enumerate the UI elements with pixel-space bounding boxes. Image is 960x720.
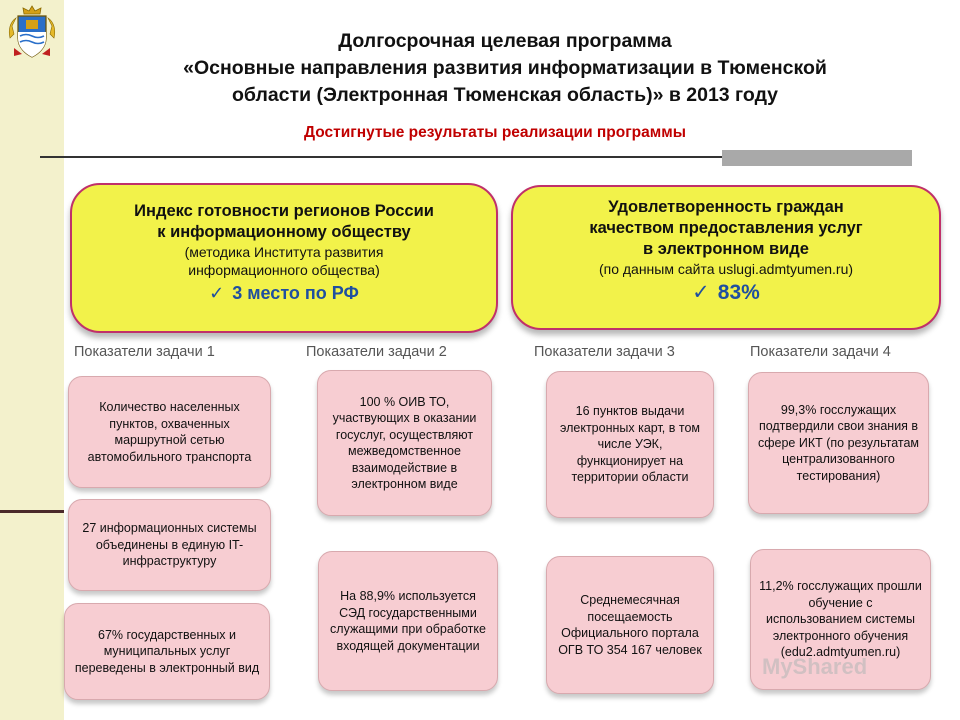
left-band-divider (0, 510, 64, 513)
highlight-heading: к информационному обществу (157, 223, 411, 241)
highlight-heading: качеством предоставления услуг (589, 219, 863, 237)
column-label-task-4: Показатели задачи 4 (750, 344, 891, 360)
header-divider-accent (722, 150, 912, 166)
page-subtitle: Достигнутые результаты реализации программы (304, 124, 686, 141)
coat-of-arms-icon (4, 4, 60, 60)
indicator-box: На 88,9% используется СЭД государственными служащими при обработке входящей документации (318, 551, 498, 691)
column-label-task-3: Показатели задачи 3 (534, 344, 675, 360)
highlight-heading: Индекс готовности регионов России (134, 202, 434, 220)
column-label-task-2: Показатели задачи 2 (306, 344, 447, 360)
page-title (70, 28, 940, 109)
highlight-note: информационного общества) (188, 262, 380, 278)
indicator-box: 16 пунктов выдачи электронных карт, в том числе УЭК, функционирует на территории области (546, 371, 714, 518)
highlight-result (72, 281, 496, 305)
check-icon: ✓ (209, 283, 225, 303)
highlight-note: (по данным сайта uslugi.admtyumen.ru) (598, 261, 854, 277)
indicator-box: 27 информационных системы объединены в единую IT-инфраструктуру (68, 499, 271, 591)
highlight-result-value: 3 место по РФ (232, 283, 359, 303)
indicator-box: 100 % ОИВ ТО, участвующих в оказании госуслуг, осуществляют межведомственное взаимодействие в электронном виде (317, 370, 492, 516)
highlight-result-value: 83% (717, 281, 760, 304)
indicator-box: 99,3% госслужащих подтвердили свои знания в сфере ИКТ (по результатам централизованного тестирования) (748, 372, 929, 514)
column-label-task-1: Показатели задачи 1 (74, 344, 215, 360)
highlight-heading: Удовлетворенность граждан (608, 198, 844, 216)
highlight-heading: в электронном виде (643, 240, 809, 258)
indicator-box: Количество населенных пунктов, охваченных маршрутной сетью автомобильного транспорта (68, 376, 271, 488)
indicator-box: 67% государственных и муниципальных услуг переведены в электронный вид (64, 603, 270, 700)
title-line-2: «Основные направления развития информатизации в Тюменской (183, 57, 827, 79)
highlight-card-readiness-index (70, 183, 498, 333)
highlight-card-satisfaction (511, 185, 941, 330)
indicator-box: 11,2% госслужащих прошли обучение с использованием системы электронного обучения (edu2.admtyumen.ru) (750, 549, 931, 690)
title-line-1: Долгосрочная целевая программа (338, 30, 672, 52)
highlight-note: (методика Института развития (184, 244, 384, 260)
title-line-3: области (Электронная Тюменская область)» в 2013 году (231, 84, 779, 106)
indicator-box: Среднемесячная посещаемость Официального портала ОГВ ТО 354 167 человек (546, 556, 714, 694)
highlight-result (513, 280, 939, 306)
check-icon: ✓ (692, 281, 710, 304)
watermark: MyShared (762, 654, 868, 679)
left-side-band (0, 0, 64, 720)
